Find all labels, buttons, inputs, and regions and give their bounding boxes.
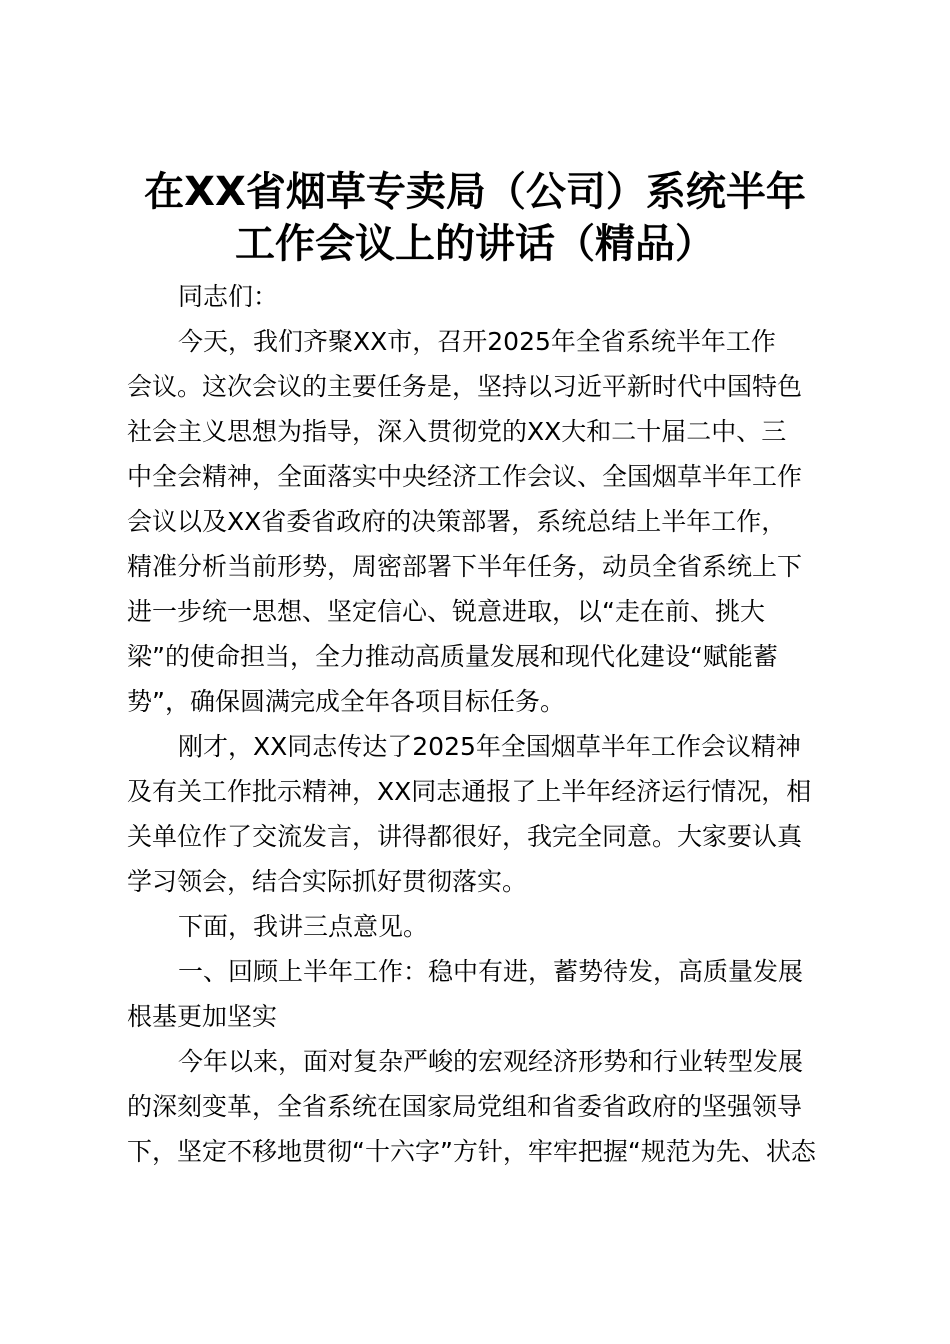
paragraph-line: 梁”的使命担当，全力推动高质量发展和现代化建设“赋能蓄 bbox=[127, 642, 778, 671]
paragraph-line: 会议。这次会议的主要任务是，坚持以习近平新时代中国特色 bbox=[127, 372, 803, 401]
paragraph-line: 及有关工作批示精神，XX同志通报了上半年经济运行情况，相 bbox=[127, 777, 812, 806]
paragraph-line: 刚才，XX同志传达了2025年全国烟草半年工作会议精神 bbox=[178, 732, 801, 761]
paragraph-line: 今天，我们齐聚XX市，召开2025年全省系统半年工作 bbox=[178, 327, 776, 356]
paragraph-line: 精准分析当前形势，周密部署下半年任务，动员全省系统上下 bbox=[127, 552, 803, 581]
paragraph-line: 会议以及XX省委省政府的决策部署，系统总结上半年工作， bbox=[127, 507, 787, 536]
paragraph-line: 中全会精神，全面落实中央经济工作会议、全国烟草半年工作 bbox=[127, 462, 803, 491]
document-title-line-1: 在XX省烟草专卖局（公司）系统半年 bbox=[144, 169, 806, 215]
section-heading-line: 根基更加坚实 bbox=[127, 1002, 278, 1031]
section-heading-line: 一、回顾上半年工作：稳中有进，蓄势待发，高质量发展 bbox=[178, 957, 804, 986]
paragraph-line: 进一步统一思想、坚定信心、锐意进取，以“走在前、挑大 bbox=[127, 597, 765, 626]
paragraph-line: 下，坚定不移地贯彻“十六字”方针，牢牢把握“规范为先、状态 bbox=[127, 1137, 816, 1166]
document-title-line-2: 工作会议上的讲话（精品） bbox=[235, 221, 715, 267]
paragraph-line: 学习领会，结合实际抓好贯彻落实。 bbox=[127, 867, 528, 896]
paragraph-line: 今年以来，面对复杂严峻的宏观经济形势和行业转型发展 bbox=[178, 1047, 804, 1076]
paragraph-line: 的深刻变革，全省系统在国家局党组和省委省政府的坚强领导 bbox=[127, 1092, 803, 1121]
paragraph-line: 社会主义思想为指导，深入贯彻党的XX大和二十届二中、三 bbox=[127, 417, 787, 446]
paragraph-line: 下面，我讲三点意见。 bbox=[178, 912, 429, 941]
paragraph-line: 势”，确保圆满完成全年各项目标任务。 bbox=[127, 687, 565, 716]
paragraph-line: 关单位作了交流发言，讲得都很好，我完全同意。大家要认真 bbox=[127, 822, 803, 851]
salutation: 同志们： bbox=[178, 282, 279, 311]
